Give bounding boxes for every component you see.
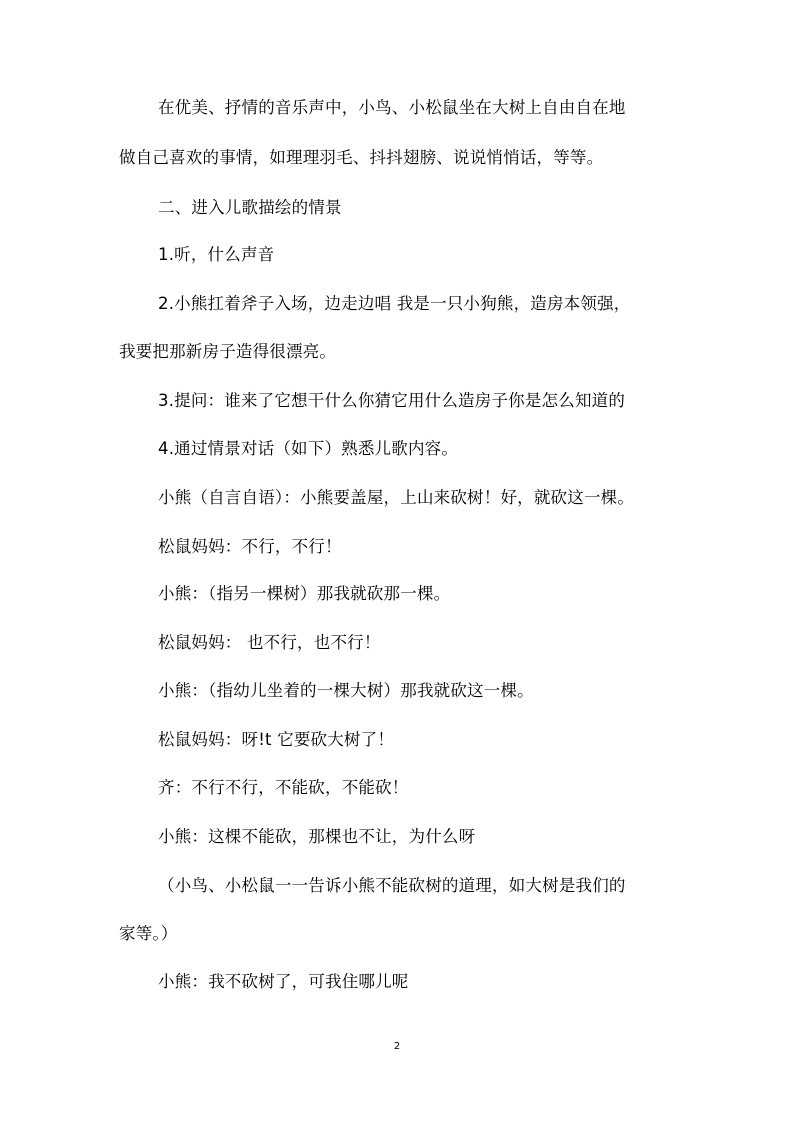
- text-line-15: 齐：不行不行，不能砍，不能砍！: [158, 778, 409, 797]
- section-heading: 二、进入儿歌描绘的情景: [158, 198, 342, 217]
- text-line-10: 松鼠妈妈：不行，不行！: [158, 537, 342, 556]
- text-line-13: 小熊：（指幼儿坐着的一棵大树）那我就砍这一棵。: [158, 681, 534, 700]
- text-line-8: 4.通过情景对话（如下）熟悉儿歌内容。: [158, 439, 459, 458]
- text-line-1: 在优美、抒情的音乐声中，小鸟、小松鼠坐在大树上自由自在地: [158, 98, 626, 117]
- text-line-5: 2.小熊扛着斧子入场，边走边唱 我是一只小狗熊，造房本领强，: [158, 294, 631, 313]
- text-line-4: 1.听，什么声音: [158, 245, 275, 264]
- text-line-2: 做自己喜欢的事情，如理理羽毛、抖抖翅膀、说说悄悄话，等等。: [119, 148, 604, 167]
- text-line-12: 松鼠妈妈： 也不行，也不行！: [158, 633, 381, 652]
- text-line-19: 小熊：我不砍树了，可我住哪儿呢: [158, 972, 409, 991]
- text-line-14: 松鼠妈妈：呀!t 它要砍大树了！: [158, 730, 395, 749]
- page-number: 2: [393, 1041, 401, 1052]
- text-line-9: 小熊（自言自语）：小熊要盖屋，上山来砍树！好，就砍这一棵。: [158, 488, 635, 507]
- text-line-16: 小熊：这棵不能砍，那棵也不让，为什么呀: [158, 827, 476, 846]
- text-line-17: （小鸟、小松鼠一一告诉小熊不能砍树的道理，如大树是我们的: [158, 876, 626, 895]
- text-line-11: 小熊：（指另一棵树）那我就砍那一棵。: [158, 584, 451, 603]
- text-line-6: 我要把那新房子造得很漂亮。: [119, 342, 337, 361]
- text-line-18: 家等。）: [119, 924, 178, 943]
- text-line-7: 3.提问：谁来了它想干什么你猜它用什么造房子你是怎么知道的: [158, 391, 626, 410]
